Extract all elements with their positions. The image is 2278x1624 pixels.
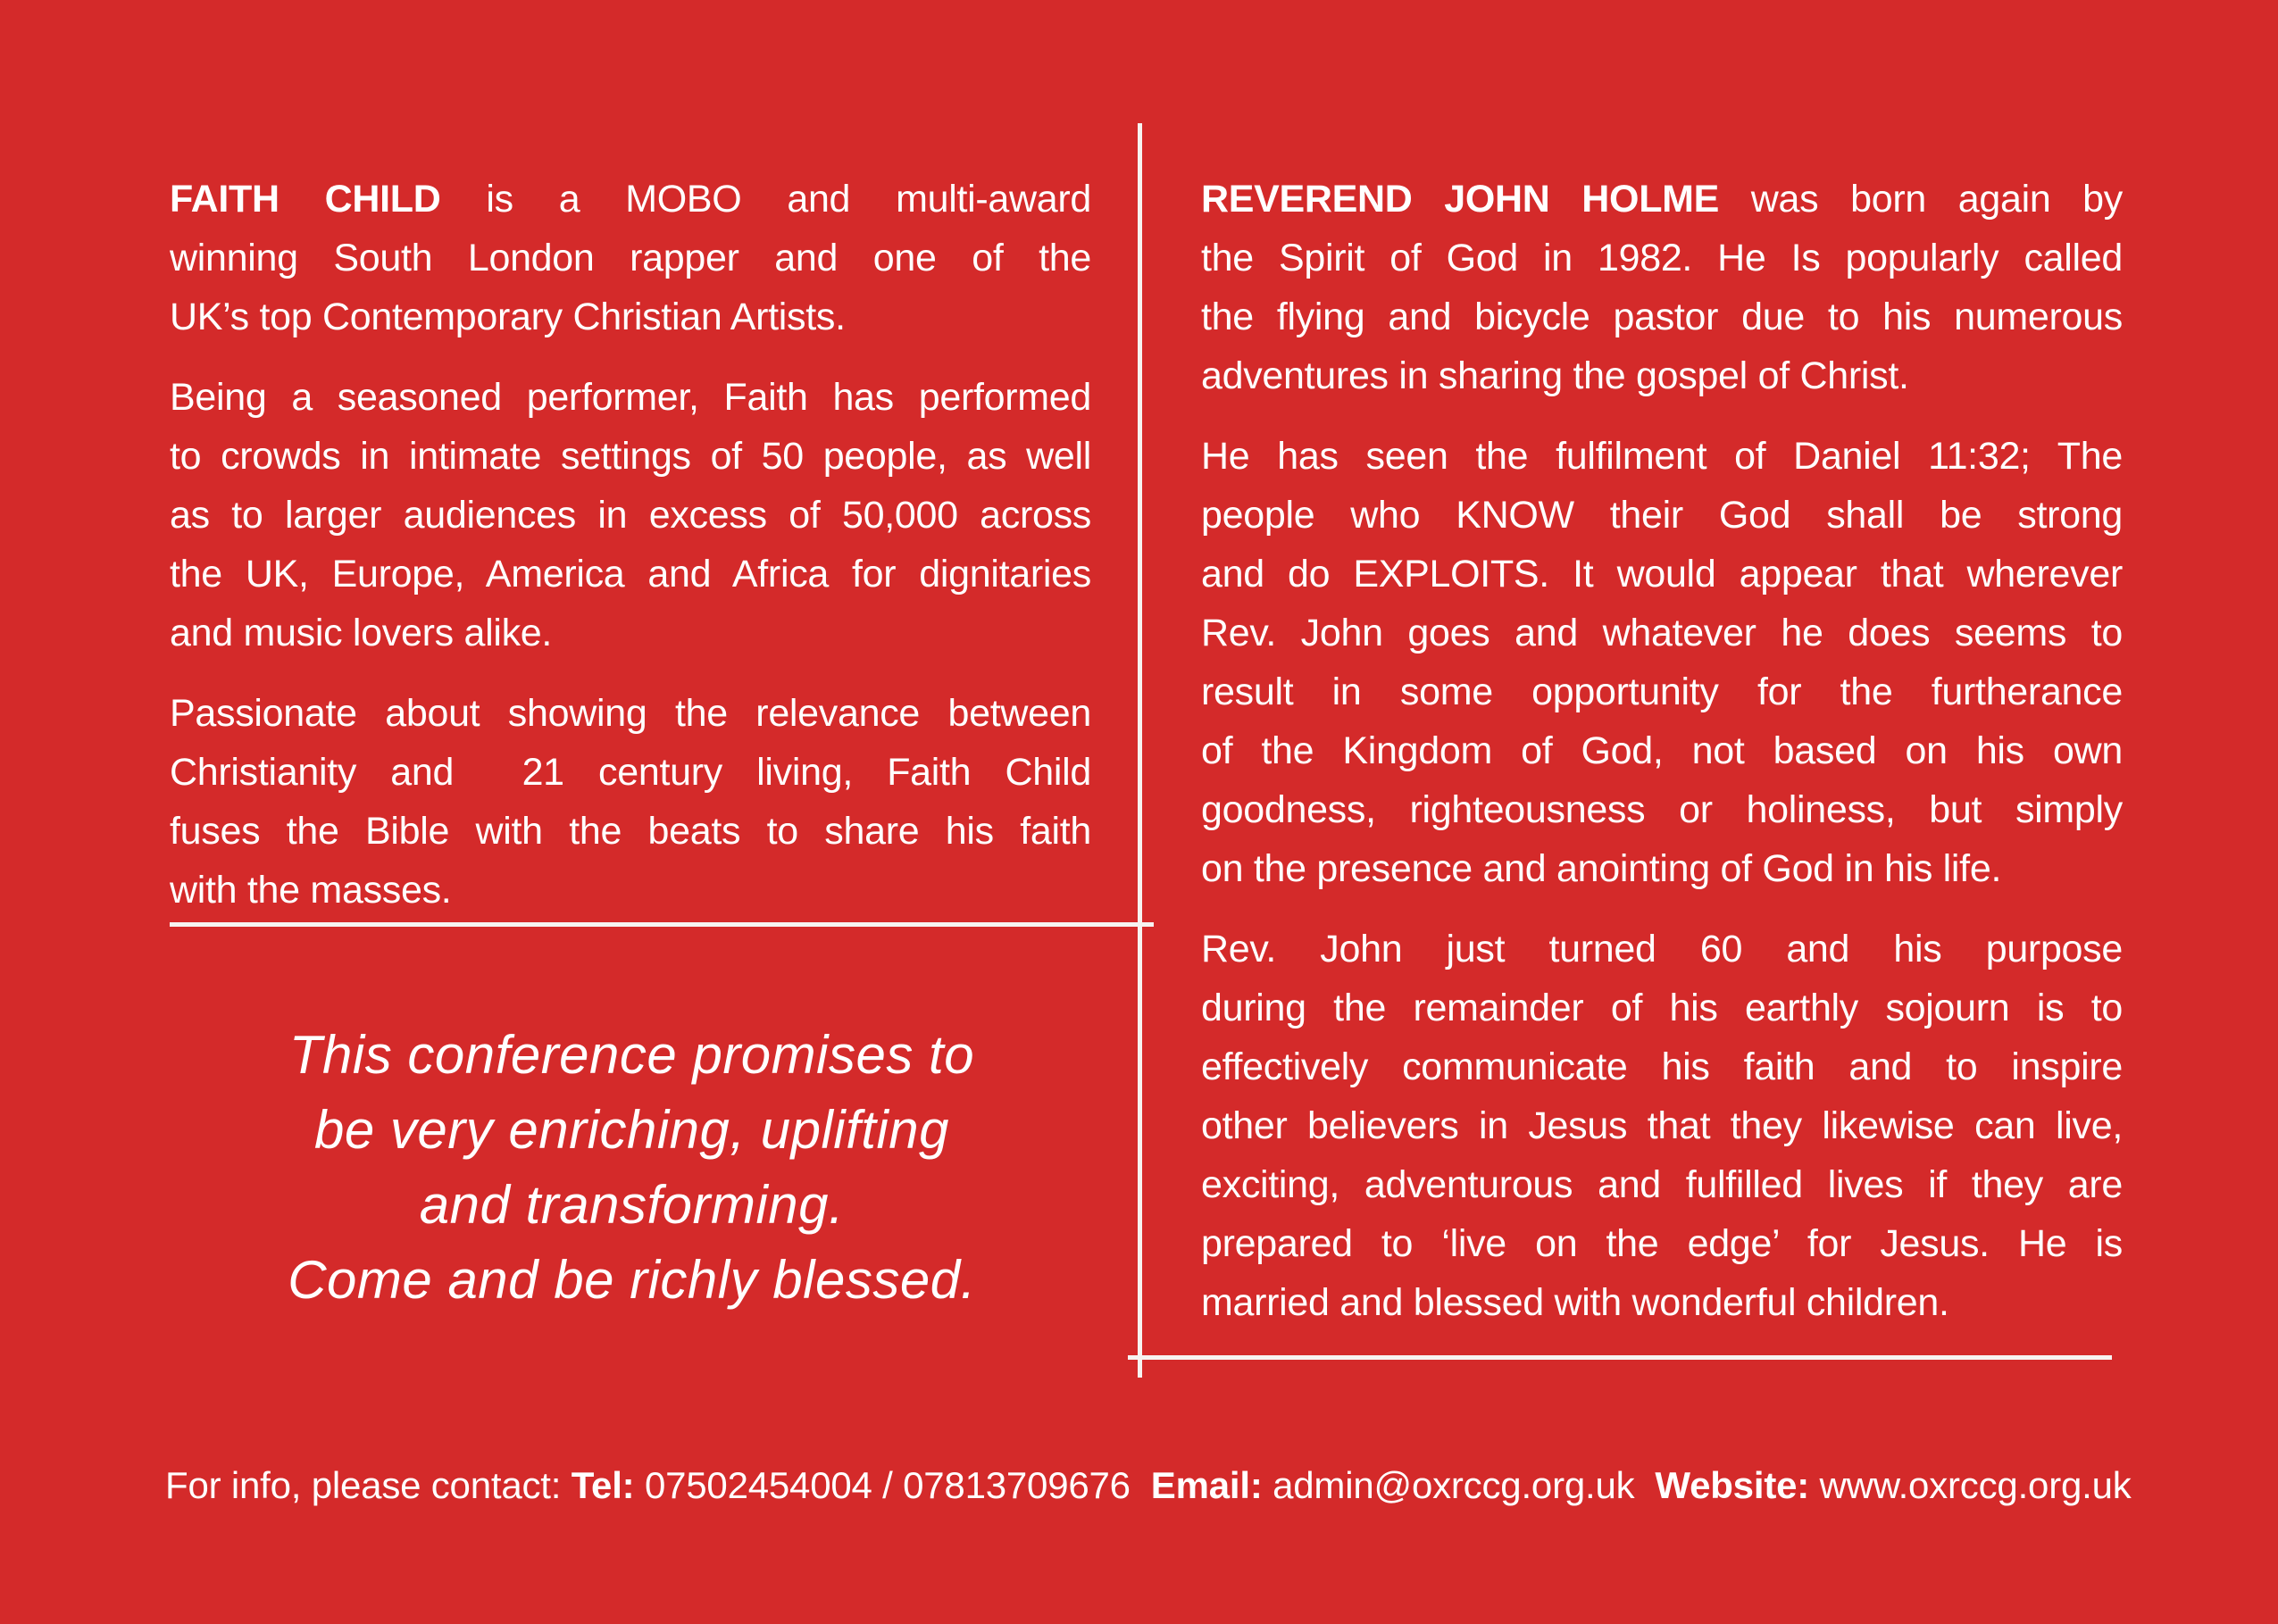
text-line: on the presence and anointing of God in his life.: [1201, 847, 2002, 890]
text-line: result in some opportunity for the furtherance: [1201, 670, 2123, 713]
text-line: to crowds in intimate settings of 50 people, as well: [170, 435, 1091, 478]
column-divider-line: [1138, 123, 1142, 1378]
right-section-divider-line: [1128, 1355, 2112, 1360]
text-line: other believers in Jesus that they likewise can live,: [1201, 1104, 2123, 1147]
text-line: winning South London rapper and one of the: [170, 237, 1091, 279]
text-line: goodness, righteousness or holiness, but simply: [1201, 788, 2123, 831]
paragraph: [1201, 170, 2123, 405]
text-line: Rev. John just turned 60 and his purpose: [1201, 928, 2123, 970]
line-text: was born again by: [1719, 178, 2123, 221]
conference-quote: [170, 1018, 1094, 1318]
footer-label: Email:: [1150, 1464, 1263, 1506]
bold-lead-name: FAITH CHILD: [170, 178, 441, 221]
text-line: as to larger audiences in excess of 50,000 across: [170, 494, 1091, 537]
text-line: of the Kingdom of God, not based on his own: [1201, 729, 2123, 772]
bold-lead-name: REVEREND JOHN HOLME: [1201, 178, 1720, 221]
text-line: and music lovers alike.: [170, 612, 553, 654]
contact-info-footer: [165, 1459, 2132, 1512]
paragraph: [170, 368, 1091, 662]
quote-line: and transforming.: [419, 1175, 845, 1235]
footer-text: For info, please contact:: [165, 1464, 572, 1506]
text-line: He has seen the fulfilment of Daniel 11:32; The: [1201, 435, 2123, 478]
text-line: and do EXPLOITS. It would appear that wherever: [1201, 553, 2123, 595]
text-line: with the masses.: [170, 869, 452, 912]
right-column-bio-rev-john-holme: [1201, 170, 2123, 1332]
text-line: Passionate about showing the relevance between: [170, 692, 1091, 735]
text-line: Being a seasoned performer, Faith has performed: [170, 376, 1091, 419]
text-line: Rev. John goes and whatever he does seems to: [1201, 612, 2123, 654]
footer-label: Tel:: [571, 1464, 635, 1506]
text-line: [170, 170, 1091, 229]
paragraph: [1201, 920, 2123, 1332]
footer-text: admin@oxrccg.org.uk: [1262, 1464, 1656, 1506]
footer-label: Website:: [1655, 1464, 1810, 1506]
line-text: is a MOBO and multi-award: [440, 178, 1091, 221]
text-line: the flying and bicycle pastor due to his numerous: [1201, 296, 2123, 338]
quote-line: Come and be richly blessed.: [288, 1250, 976, 1310]
text-line: prepared to ‘live on the edge’ for Jesus. He is: [1201, 1222, 2123, 1265]
quote-line: be very enriching, uplifting: [313, 1100, 950, 1160]
paragraph: [170, 684, 1091, 920]
footer-text: 07502454004 / 07813709676: [634, 1464, 1151, 1506]
text-line: effectively communicate his faith and to inspire: [1201, 1045, 2123, 1088]
text-line: during the remainder of his earthly sojourn is to: [1201, 987, 2123, 1029]
text-line: [1201, 170, 2123, 229]
text-line: fuses the Bible with the beats to share his faith: [170, 810, 1091, 853]
text-line: the UK, Europe, America and Africa for dignitaries: [170, 553, 1091, 595]
text-line: adventures in sharing the gospel of Christ.: [1201, 354, 1909, 397]
text-line: the Spirit of God in 1982. He Is popularly called: [1201, 237, 2123, 279]
text-line: UK’s top Contemporary Christian Artists.: [170, 296, 846, 338]
text-line: Christianity and 21 century living, Faith Child: [170, 751, 1091, 794]
text-line: people who KNOW their God shall be strong: [1201, 494, 2123, 537]
footer-text: www.oxrccg.org.uk: [1809, 1464, 2132, 1506]
paragraph: [170, 170, 1091, 346]
text-line: married and blessed with wonderful children.: [1201, 1281, 1949, 1324]
paragraph: [1201, 427, 2123, 898]
left-section-divider-line: [170, 922, 1154, 927]
text-line: exciting, adventurous and fulfilled lives if they are: [1201, 1163, 2123, 1206]
left-column-bio-faith-child: [170, 170, 1091, 920]
quote-line: This conference promises to: [288, 1025, 975, 1085]
